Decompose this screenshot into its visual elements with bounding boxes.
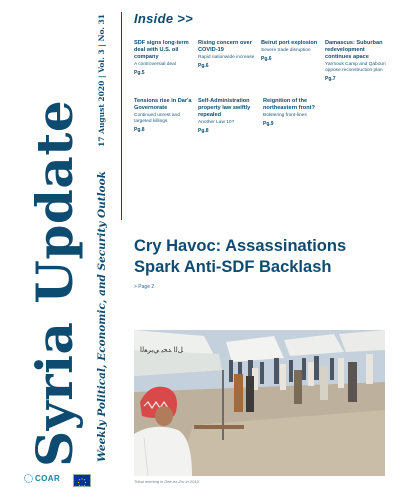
toc-item-desc: Rapid nationwide increase (198, 55, 255, 60)
toc-item-desc: Yarmouk Camp and Qaboun oppose reconstruction plan (325, 62, 386, 73)
toc-item-page: Pg.6 (261, 56, 272, 62)
masthead-title: Syria Update (25, 99, 84, 467)
toc-item-desc: A controversial deal (134, 62, 176, 67)
toc-item-title: Self-Administration property law swiftly repealed (198, 98, 251, 118)
masthead-subtitle-text: Weekly Political, Economic, and Security Outlook (96, 171, 108, 462)
toc-item-page: Pg.6 (198, 63, 209, 69)
lead-photo-illustration (134, 330, 385, 476)
photo-caption: Tribal meeting in Deir-ez-Zor in 2019 (134, 479, 199, 484)
toc-item-page: Pg.7 (325, 76, 336, 82)
toc-item-desc: Bolstering front-lines (263, 113, 307, 118)
lead-photo (134, 330, 385, 476)
svg-text:ﻞﻟﺍ ﺪﺤﻳ ﻲﺑﺮﻌﻟﺍ: ﻞﻟﺍ ﺪﺤﻳ ﻲﺑﺮﻌﻟﺍ (140, 346, 184, 354)
masthead-subtitle (92, 171, 112, 462)
toc-item-desc: Severe trade disruption (261, 48, 311, 53)
coar-logo-text: COAR (35, 474, 61, 483)
vertical-divider (121, 12, 122, 220)
toc-item[interactable] (198, 98, 258, 134)
toc-item-title: Tensions rise in Dar'a Governorate (134, 98, 192, 111)
lead-headline[interactable]: Cry Havoc: Assassinations Spark Anti-SDF Backlash (134, 237, 347, 276)
toc-item-page: Pg.8 (198, 128, 209, 134)
toc-item-desc: Continued unrest and targeted killings (134, 113, 180, 124)
coar-logo (24, 474, 60, 483)
toc-item[interactable] (198, 40, 256, 69)
toc-item[interactable] (263, 98, 325, 127)
toc-item[interactable] (325, 40, 387, 82)
toc-item-page: Pg.8 (134, 127, 145, 133)
toc-item-page: Pg.9 (263, 121, 274, 127)
toc-item-title: Damascus: Suburban redevelopment continues apace (325, 40, 383, 60)
toc-item[interactable] (134, 98, 194, 133)
toc-item-desc: Another Law 10? (198, 120, 235, 125)
lead-page-link[interactable]: > Page 2 (134, 284, 155, 290)
toc-item-title: Beirut port explosion (261, 40, 318, 46)
issue-line-text: 17 August 2020 | Vol. 3 | No. 31 (97, 14, 106, 147)
toc-item-title: Rising concern over COVID-19 (198, 40, 252, 53)
toc-item[interactable] (261, 40, 321, 62)
toc-item-title: Reignition of the northeastern front? (263, 98, 315, 111)
inside-header: Inside >> (134, 11, 194, 26)
eu-flag-icon (73, 474, 91, 487)
toc-item[interactable] (134, 40, 192, 76)
issue-line (92, 14, 112, 194)
toc-item-title: SDF signs long-term deal with U.S. oil company (134, 40, 189, 60)
toc-item-page: Pg.5 (134, 70, 145, 76)
coar-mark-icon (24, 474, 33, 483)
masthead (25, 12, 84, 467)
